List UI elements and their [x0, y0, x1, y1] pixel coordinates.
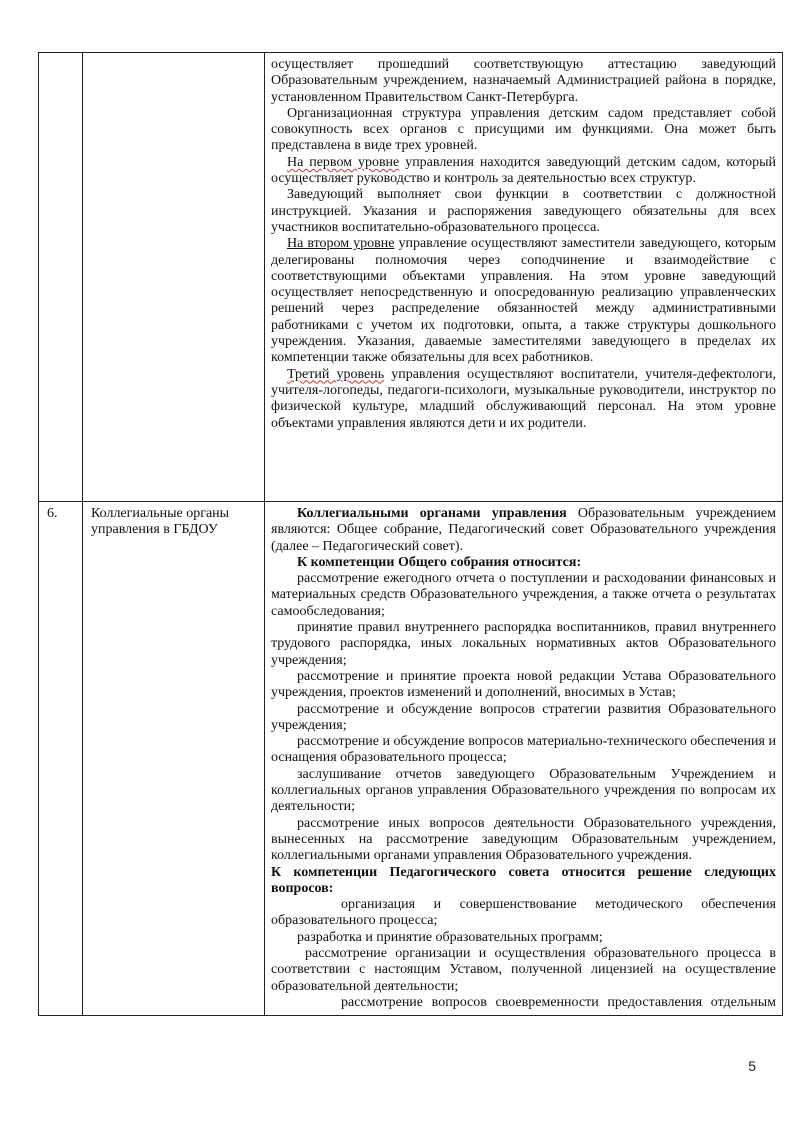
list-item: рассмотрение и принятие проекта новой редакции Устава Образовательного учреждения, проектов изменений и дополнений, вносимых в Устав;: [271, 668, 776, 701]
paragraph-text: Образовательным учреждением являются: Общее собрание, Педагогический совет Образовательного учреждения (далее – Педагогический совет).: [271, 506, 776, 554]
list-item: организация и совершенствование методического обеспечения образовательного процесса;: [271, 897, 776, 929]
level-one-heading: На первом уровне: [287, 154, 400, 170]
paragraph-text: управление осуществляют заместители заведующего, которым делегированы полномочия через соподчинение и взаимодействие с соответствующими объектами управления. На этом уровне заведующий осуществляет непосредственную и опосредованную реализацию управленческих решений через распределение обязанностей между административными работниками с учетом их подготовки, опыта, а также структуры дошкольного учреждения. Указания, даваемые заместителями заведующего в пределах их компетенции также обязательны для всех работников.: [271, 236, 776, 366]
row-title-cell: [83, 53, 265, 502]
paragraph-text: управления находится заведующий детским садом, который осуществляет руководство и контроль за деятельностью всех структур.: [271, 154, 776, 187]
row-number-cell: [39, 53, 83, 502]
row-title-cell: Коллегиальные органы управления в ГБДОУ: [83, 502, 265, 1016]
list-item: разработка и принятие образовательных программ;: [297, 929, 603, 945]
list-item: рассмотрение иных вопросов деятельности Образовательного учреждения, вынесенных на рассмотрение заведующим Образовательным учреждением, коллегиальными органами управления Образовательного учреждения.: [271, 815, 776, 864]
table-row: [39, 53, 783, 502]
page-number: 5: [748, 1058, 756, 1074]
section-heading: К компетенции Педагогического совета относится решение следующих вопросов:: [271, 864, 776, 896]
governance-table: [38, 52, 783, 1016]
row-number-cell: 6.: [39, 502, 83, 1016]
list-item: заслушивание отчетов заведующего Образовательным Учреждением и коллегиальных органов управления Образовательного учреждения по вопросам их деятельности;: [271, 766, 776, 815]
row-content-cell: [265, 53, 783, 502]
list-item: рассмотрение ежегодного отчета о поступлении и расходовании финансовых и материальных средств Образовательного учреждения, а также отчета о результатах самообследования;: [271, 571, 776, 619]
row-content-cell: [265, 502, 783, 1016]
paragraph: [271, 506, 776, 555]
table-row: [39, 502, 783, 1016]
paragraph: Организационная структура управления детским садом представляет собой совокупность всех органов с присущими им функциями. Она может быть представлена в виде трех уровней.: [271, 105, 776, 154]
paragraph: [271, 367, 776, 432]
bold-lead: Коллегиальными органами управления: [297, 506, 567, 521]
list-item: рассмотрение организации и осуществления образовательного процесса в соответствии с настоящим Уставом, полученной лицензией на осуществление образовательной деятельности;: [271, 946, 776, 994]
list-item: рассмотрение и обсуждение вопросов материально-технического обеспечения и оснащения образовательного процесса;: [271, 734, 776, 766]
level-three-heading: Третий уровень: [287, 366, 385, 382]
list-item: рассмотрение вопросов своевременности предоставления отдельным: [341, 994, 776, 1010]
list-item: принятие правил внутреннего распорядка воспитанников, правил внутреннего трудового распорядка, иных локальных нормативных актов Образовательного учреждения;: [271, 620, 776, 668]
paragraph: [271, 236, 776, 366]
level-two-heading: На втором уровне: [287, 236, 395, 252]
paragraph: [271, 155, 776, 188]
section-heading: К компетенции Общего собрания относится:: [297, 554, 582, 570]
paragraph: осуществляет прошедший соответствующую аттестацию заведующий Образовательным учреждением, назначаемый Администрацией района в порядке, установленном Правительством Санкт-Петербурга.: [271, 57, 776, 105]
paragraph: Заведующий выполняет свои функции в соответствии с должностной инструкцией. Указания и распоряжения заведующего обязательны для всех участников воспитательно-образовательного процесса.: [271, 187, 776, 235]
list-item: рассмотрение и обсуждение вопросов стратегии развития Образовательного учреждения;: [271, 701, 776, 733]
paragraph-text: управления осуществляют воспитатели, учителя-дефектологи, учителя-логопеды, педагоги-психологи, музыкальные руководители, инструктор по физической культуре, младший обслуживающий персонал. На этом уровне объектами управления являются дети и их родители.: [271, 366, 776, 431]
